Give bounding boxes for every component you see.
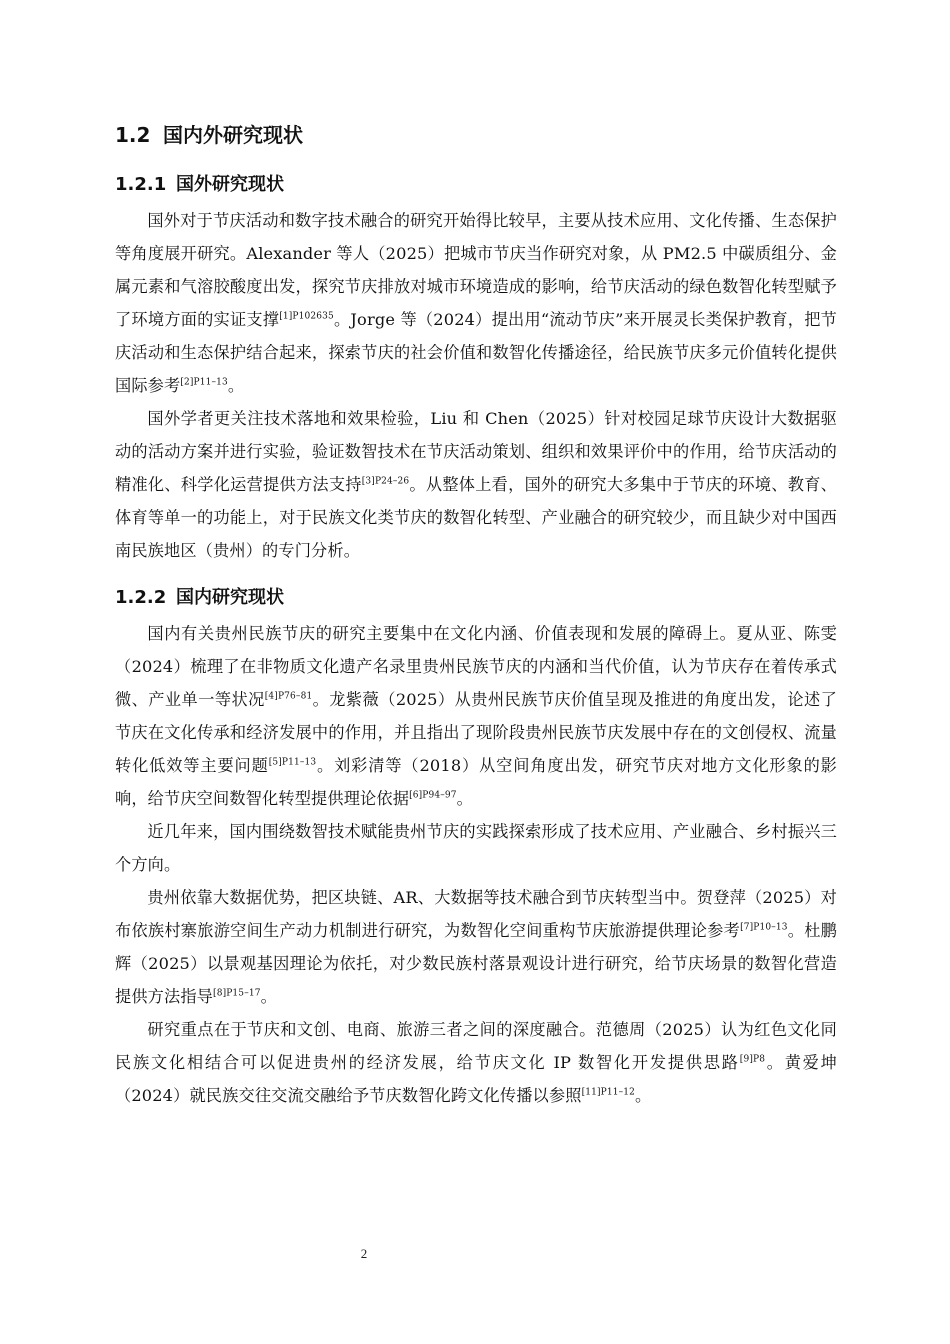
citation: [9]P8 (739, 1054, 766, 1065)
text-run: 国外对于节庆活动和数字技术融合的研究开始得比较早，主要从技术应用、文化传播、生态保护等角度展开研究。Alexander 等人（2025）把城市节庆当作研究对象，从 PM2.5 中碳质组分、金属元素和气溶胶酸度出发，探究节庆排放对城市环境造成的影响，给节庆活动的绿色数智化转型赋予了环境方面的实证支撑 (115, 211, 837, 329)
text-run: 。 (456, 789, 473, 808)
subsection-number: 1.2.1 (115, 174, 167, 195)
text-run: 国内有关贵州民族节庆的研究主要集中在文化内涵、价值表现和发展的障碍上。夏从亚、陈雯（2024）梳理了在非物质文化遗产名录里贵州民族节庆的内涵和当代价值，认为节庆存在着传承式微、产业单一等状况 (115, 624, 837, 709)
text-run: 贵州依靠大数据优势，把区块链、AR、大数据等技术融合到节庆转型当中。贺登萍（2025）对布依族村寨旅游空间生产动力机制进行研究，为数智化空间重构节庆旅游提供理论参考 (115, 888, 837, 940)
citation: [3]P24–26 (361, 476, 410, 487)
citation: [7]P10–13 (740, 922, 788, 933)
paragraph (115, 1013, 837, 1112)
paragraph (115, 881, 837, 1013)
paragraph (115, 617, 837, 815)
page-content (115, 118, 837, 1112)
page-number: 2 (360, 1246, 368, 1261)
subsection-title: 国外研究现状 (176, 174, 284, 195)
text-run: 。 (260, 987, 277, 1006)
text-run: 。Jorge 等（2024）提出用“流动节庆”来开展灵长类保护教育，把节庆活动和生态保护结合起来，探索节庆的社会价值和数智化传播途径，给民族节庆多元价值转化提供国际参考 (115, 310, 837, 395)
text-run: 国外学者更关注技术落地和效果检验，Liu 和 Chen（2025）针对校园足球节庆设计大数据驱动的活动方案并进行实验，验证数智技术在节庆活动策划、组织和效果评价中的作用，给节庆活动的精准化、科学化运营提供方法支持 (115, 409, 837, 494)
text-run: 。刘彩清等（2018）从空间角度出发，研究节庆对地方文化形象的影响，给节庆空间数智化转型提供理论依据 (115, 756, 837, 808)
citation: [6]P94–97 (409, 790, 457, 801)
subsection-heading-foreign (115, 168, 837, 202)
paragraph (115, 402, 837, 567)
text-run: 近几年来，国内围绕数智技术赋能贵州节庆的实践探索形成了技术应用、产业融合、乡村振兴三个方向。 (115, 822, 837, 874)
subsection-number: 1.2.2 (115, 587, 167, 608)
citation: [4]P76–81 (264, 691, 313, 702)
citation: [5]P11–13 (268, 757, 317, 768)
subsection-title: 国内研究现状 (176, 587, 284, 608)
section-title: 国内外研究现状 (163, 123, 303, 147)
citation: [8]P15–17 (213, 988, 261, 999)
citation: [1]P102635 (279, 311, 334, 322)
citation: [11]P11–12 (581, 1087, 636, 1098)
text-run: 。龙紫薇（2025）从贵州民族节庆价值呈现及推进的角度出发，论述了节庆在文化传承和经济发展中的作用，并且指出了现阶段贵州民族节庆发展中存在的文创侵权、流量转化低效等主要问题 (115, 690, 837, 775)
text-run: 研究重点在于节庆和文创、电商、旅游三者之间的深度融合。范德周（2025）认为红色文化同民族文化相结合可以促进贵州的经济发展，给节庆文化 IP 数智化开发提供思路 (115, 1020, 837, 1072)
section-heading (115, 118, 837, 152)
paragraph (115, 204, 837, 402)
subsection-heading-domestic (115, 581, 837, 615)
text-run: 。 (635, 1086, 652, 1105)
citation: [2]P11–13 (180, 377, 228, 388)
text-run: 。 (227, 376, 245, 395)
text-run: 。从整体上看，国外的研究大多集中于节庆的环境、教育、体育等单一的功能上，对于民族文化类节庆的数智化转型、产业融合的研究较少，而且缺少对中国西南民族地区（贵州）的专门分析。 (115, 475, 837, 560)
text-run: 。黄爱坤（2024）就民族交往交流交融给予节庆数智化跨文化传播以参照 (115, 1053, 837, 1105)
paragraph (115, 815, 837, 881)
text-run: 。杜鹏辉（2025）以景观基因理论为依托，对少数民族村落景观设计进行研究，给节庆场景的数智化营造提供方法指导 (115, 921, 838, 1006)
section-number: 1.2 (115, 123, 151, 147)
